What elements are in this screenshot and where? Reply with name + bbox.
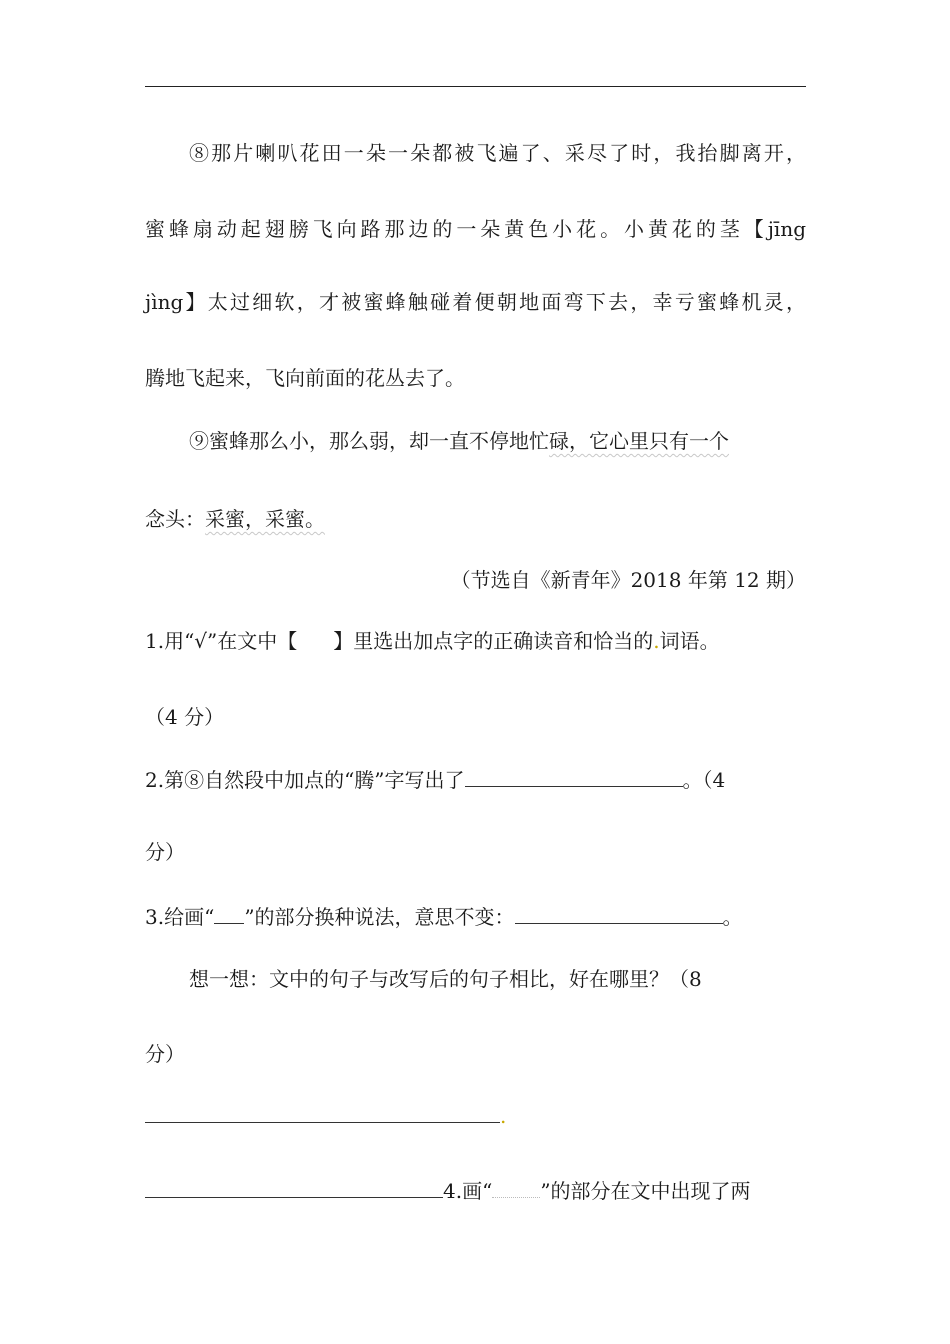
question-4-line-1 — [145, 1177, 806, 1205]
question-2-text-a: 2.第⑧自然段中加点的“腾”字写出了 — [145, 768, 465, 792]
question-4-text-b: ”的部分在文中出现了两 — [540, 1179, 751, 1203]
paragraph-9-wavy-phrase: 采蜜，采蜜。 — [205, 507, 325, 531]
paragraph-8-line-2: 蜜蜂扇动起翅膀飞向路那边的一朵黄色小花。小黄花的茎【jīng — [145, 217, 806, 241]
question-3-line-1 — [145, 903, 806, 931]
source-citation: （节选自《新青年》2018 年第 12 期） — [450, 568, 806, 592]
paragraph-8-line-3: jìng】太过细软，才被蜜蜂触碰着便朝地面弯下去，幸亏蜜蜂机灵， — [145, 290, 806, 314]
question-1-score: （4 分） — [145, 705, 225, 729]
header-rule — [145, 86, 806, 87]
question-1-line-1 — [145, 627, 806, 655]
question-2-text-b: 。（4 — [682, 768, 726, 792]
answer-blank-long[interactable] — [145, 1102, 500, 1123]
paragraph-8-line-1: ⑧那片喇叭花田一朵一朵都被飞遍了、采尽了时，我抬脚离开， — [189, 141, 806, 165]
paragraph-9-text-a: ⑨蜜蜂那么小，那么弱，却一直不停地忙 — [189, 429, 549, 453]
question-3-text-c: 。 — [722, 905, 743, 929]
question-1-text-a: 1.用“√”在文中【 — [145, 629, 298, 653]
question-1-text-c: 词语。 — [659, 629, 720, 653]
paragraph-8-line-4: 腾地飞起来，飞向前面的花丛去了。 — [145, 366, 465, 390]
answer-blank-q3[interactable] — [515, 903, 723, 924]
answer-blank-q2[interactable] — [465, 766, 683, 787]
question-3-score: 分） — [145, 1042, 185, 1066]
answer-blank-q3-continued[interactable] — [145, 1177, 443, 1198]
underline-marker — [214, 903, 244, 924]
question-2-line-1 — [145, 766, 806, 794]
question-3-text-a: 3.给画“ — [145, 905, 215, 929]
stray-dot: . — [500, 1104, 507, 1128]
question-2-score: 分） — [145, 840, 185, 864]
paragraph-9-wavy-text: 碌，它心里只有一个 — [549, 429, 729, 453]
emphasis-dot: . — [653, 629, 660, 653]
question-3-prompt: 想一想：文中的句子与改写后的句子相比，好在哪里？（8 — [189, 967, 702, 991]
paragraph-9-line-1 — [189, 427, 806, 455]
question-4-text-a: 4.画“ — [443, 1179, 493, 1203]
wavy-marker — [492, 1177, 540, 1198]
bracket-space — [297, 628, 333, 648]
question-1-text-b: 】里选出加点字的正确读音和恰当的 — [333, 629, 654, 653]
paragraph-9-line-2-a: 念头： — [145, 507, 205, 531]
question-3-text-b: ”的部分换种说法，意思不变： — [244, 905, 515, 929]
paragraph-9-line-2 — [145, 505, 806, 533]
answer-line-1[interactable] — [145, 1102, 806, 1130]
